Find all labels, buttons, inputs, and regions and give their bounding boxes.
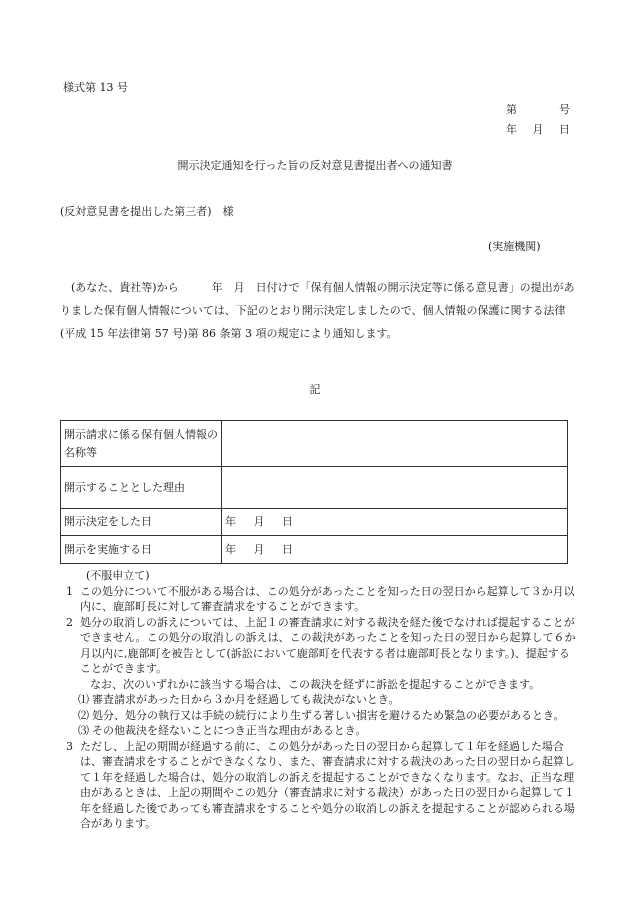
table-row bbox=[61, 509, 568, 536]
ki-heading: 記 bbox=[309, 383, 321, 396]
decision-month-label: 月 bbox=[253, 515, 265, 528]
note-sub-item bbox=[66, 708, 576, 724]
number-date-block bbox=[506, 104, 570, 144]
note-text: ただし、上記の期間が経過する前に、この処分があった日の翌日から起算して１年を経過した場合は、審査請求をすることができなくなり、また、審査請求に対する裁決のあった日の翌日から起算して１年を経過した場合は、処分の取消しの訴えを提起することができなくなります。なお、正当な理由があるときは、上記の期間やこの処分（審査請求に対する裁決）があった日の翌日から起算して１年を経過した後であっても審査請求をすることや処分の取消しの訴えを提起することが認められる場合があります。 bbox=[80, 739, 575, 830]
row-value-disclosure-date bbox=[222, 536, 568, 564]
note-number: 1 bbox=[66, 584, 73, 598]
row-label-reason: 開示することとした理由 bbox=[61, 467, 222, 509]
disclosure-year-label: 年 bbox=[225, 542, 236, 556]
note-number: 2 bbox=[66, 615, 73, 629]
table-row bbox=[61, 536, 568, 564]
table-row bbox=[61, 467, 568, 509]
disclosure-month-label: 月 bbox=[253, 542, 265, 556]
row-label-decision-date: 開示決定をした日 bbox=[61, 509, 222, 536]
note-item-3 bbox=[66, 739, 576, 832]
note-text: 処分の取消しの訴えについては、上記１の審査請求に対する裁決を経た後でなければ提起することができません。この処分の取消しの訴えは、この裁決があったことを知った日の翌日から起算して６か月以内に,鹿部町を被告として(訴訟において鹿部町を代表する者は鹿部町長となります。)、提起することができます。 bbox=[80, 615, 576, 675]
note-item-2 bbox=[66, 615, 576, 677]
decision-info-table bbox=[60, 420, 568, 564]
sub-number: ⑴ bbox=[78, 693, 89, 706]
sub-number: ⑶ bbox=[78, 724, 89, 737]
decision-day-label: 日 bbox=[282, 515, 293, 528]
form-number: 様式第 13 号 bbox=[63, 81, 128, 94]
addressee: (反対意見書を提出した第三者) 様 bbox=[60, 205, 234, 218]
document-number-line bbox=[506, 104, 570, 124]
document-number-suffix: 号 bbox=[559, 103, 570, 116]
sub-text: 審査請求があった日から３か月を経過しても裁決がないとき。 bbox=[92, 693, 400, 706]
date-day-label: 日 bbox=[559, 123, 570, 136]
row-label-info-name: 開示請求に係る保有個人情報の名称等 bbox=[61, 421, 222, 467]
note-sub-item bbox=[66, 723, 576, 739]
row-value-reason bbox=[222, 467, 568, 509]
sub-text: その他裁決を経ないことにつき正当な理由があるとき。 bbox=[92, 724, 367, 737]
sub-number: ⑵ bbox=[78, 708, 89, 722]
document-title: 開示決定通知を行った旨の反対意見書提出者への通知書 bbox=[177, 159, 453, 172]
note-item-1 bbox=[66, 584, 576, 615]
date-month-label: 月 bbox=[532, 123, 544, 136]
sub-text: 処分、処分の執行又は手続の続行により生ずる著しい損害を避けるため緊急の必要があるとき。 bbox=[92, 708, 565, 722]
document-date-line bbox=[506, 124, 570, 144]
note-text: この処分について不服がある場合は、この処分があったことを知った日の翌日から起算して３か月以内に、鹿部町長に対して審査請求をすることができます。 bbox=[80, 584, 575, 613]
date-year-label: 年 bbox=[506, 123, 517, 136]
decision-year-label: 年 bbox=[225, 515, 236, 528]
table-row bbox=[61, 421, 568, 467]
note-sub-item bbox=[66, 692, 576, 708]
row-label-disclosure-date: 開示を実施する日 bbox=[61, 536, 222, 564]
notes-heading: (不服申立て) bbox=[86, 569, 150, 582]
issuing-agency: (実施機関) bbox=[488, 240, 541, 253]
note-item-2-paragraph: なお、次のいずれかに該当する場合は、この裁決を経ずに訴訟を提起することができます。 bbox=[90, 677, 541, 691]
appeal-notes bbox=[66, 568, 576, 832]
row-value-info-name bbox=[222, 421, 568, 467]
note-number: 3 bbox=[66, 739, 73, 753]
body-paragraph: (あなた、貴社等)から 年 月 日付けで「保有個人情報の開示決定等に係る意見書」の提出がありました保有個人情報については、下記のとおり開示決定しましたので、個人情報の保護に関する法律(平成 15 年法律第 57 号)第 86 条第 3 項の規定により通知します。 bbox=[60, 281, 575, 340]
document-number-prefix: 第 bbox=[506, 103, 517, 116]
row-value-decision-date bbox=[222, 509, 568, 536]
disclosure-day-label: 日 bbox=[282, 542, 293, 556]
